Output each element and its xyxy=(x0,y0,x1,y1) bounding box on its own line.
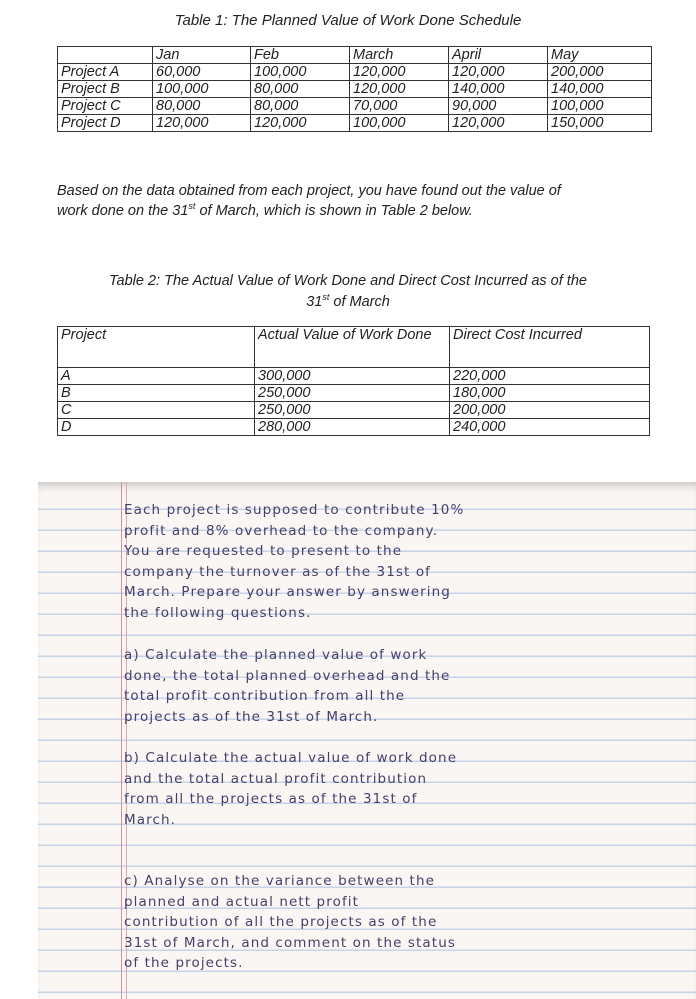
notebook-margin-line xyxy=(121,482,122,999)
table-cell: 70,000 xyxy=(350,98,449,115)
table-cell: 140,000 xyxy=(449,81,548,98)
table-row xyxy=(58,402,650,419)
caption-line xyxy=(30,292,666,313)
table-header-cell: Direct Cost Incurred xyxy=(450,327,650,368)
table-cell: 250,000 xyxy=(255,385,450,402)
table-cell: Project D xyxy=(58,115,153,132)
table-row xyxy=(58,368,650,385)
table-row xyxy=(58,98,652,115)
table-row xyxy=(58,385,650,402)
paragraph-text: work done on the 31 xyxy=(57,203,189,219)
paragraph-text: of March, which is shown in Table 2 below. xyxy=(195,203,473,219)
table-cell: Project C xyxy=(58,98,153,115)
table-row xyxy=(58,115,652,132)
table-cell: B xyxy=(58,385,255,402)
table-cell: 280,000 xyxy=(255,419,450,436)
table-cell: Project A xyxy=(58,64,153,81)
table-cell: 100,000 xyxy=(251,64,350,81)
table-cell: 200,000 xyxy=(450,402,650,419)
table-cell: C xyxy=(58,402,255,419)
table-cell: 150,000 xyxy=(548,115,652,132)
table-header-cell: Feb xyxy=(251,47,350,64)
intro-paragraph xyxy=(57,181,657,221)
table-header-cell: Actual Value of Work Done xyxy=(255,327,450,368)
table-cell: 60,000 xyxy=(153,64,251,81)
table-row xyxy=(58,64,652,81)
table-cell: 80,000 xyxy=(251,98,350,115)
paragraph-line: Based on the data obtained from each project, you have found out the value of xyxy=(57,183,561,199)
table-cell: 100,000 xyxy=(548,98,652,115)
table-header-row xyxy=(58,47,652,64)
table-cell: D xyxy=(58,419,255,436)
table-cell: 120,000 xyxy=(251,115,350,132)
planned-value-table xyxy=(57,46,652,132)
table-header-cell: April xyxy=(449,47,548,64)
table-header-cell: Project xyxy=(58,327,255,368)
table-cell: 120,000 xyxy=(350,64,449,81)
table-cell: 200,000 xyxy=(548,64,652,81)
table-cell: 120,000 xyxy=(449,115,548,132)
caption-text: of March xyxy=(329,294,390,310)
table-cell: 80,000 xyxy=(251,81,350,98)
table-cell: A xyxy=(58,368,255,385)
table-cell: 220,000 xyxy=(450,368,650,385)
actual-value-table xyxy=(57,326,650,436)
table-cell: 140,000 xyxy=(548,81,652,98)
ordinal-suffix: st xyxy=(188,201,196,212)
handwritten-notebook-photo xyxy=(38,482,696,999)
table-cell: 120,000 xyxy=(449,64,548,81)
table-cell: 250,000 xyxy=(255,402,450,419)
table-header-cell: May xyxy=(548,47,652,64)
table-cell: 80,000 xyxy=(153,98,251,115)
table-cell: 100,000 xyxy=(153,81,251,98)
handwritten-question-b: b) Calculate the actual value of work done and the total actual profit contribution from all the projects as of the 31st of March. xyxy=(124,750,458,828)
table-header-cell: March xyxy=(350,47,449,64)
table-cell: 240,000 xyxy=(450,419,650,436)
table-cell: Project B xyxy=(58,81,153,98)
table-cell: 100,000 xyxy=(350,115,449,132)
ordinal-suffix: st xyxy=(322,292,330,303)
table1-caption: Table 1: The Planned Value of Work Done Schedule xyxy=(174,12,522,29)
table-cell: 120,000 xyxy=(153,115,251,132)
handwritten-question-c: c) Analyse on the variance between the planned and actual nett profit contribution of all the projects as of the 31st of March, and comment on the status of the projects. xyxy=(124,873,456,972)
table-cell: 180,000 xyxy=(450,385,650,402)
table-cell: 120,000 xyxy=(350,81,449,98)
handwritten-question-a: a) Calculate the planned value of work done, the total planned overhead and the total profit contribution from all the projects as of the 31st of March. xyxy=(124,647,451,725)
table-cell: 90,000 xyxy=(449,98,548,115)
caption-line: Table 2: The Actual Value of Work Done and Direct Cost Incurred as of the xyxy=(109,273,587,289)
table-header-cell: Jan xyxy=(153,47,251,64)
table-header-row xyxy=(58,327,650,368)
table-row xyxy=(58,419,650,436)
table2-caption xyxy=(30,271,666,313)
table-cell: 300,000 xyxy=(255,368,450,385)
table-row xyxy=(58,81,652,98)
paragraph-line xyxy=(57,201,657,221)
caption-text: 31 xyxy=(306,294,323,310)
handwritten-intro: Each project is supposed to contribute 10% profit and 8% overhead to the company. You are requested to present to the company the turnover as of the 31st of March. Prepare your answer by answering the following questions. xyxy=(124,502,465,621)
table-header-cell xyxy=(58,47,153,64)
